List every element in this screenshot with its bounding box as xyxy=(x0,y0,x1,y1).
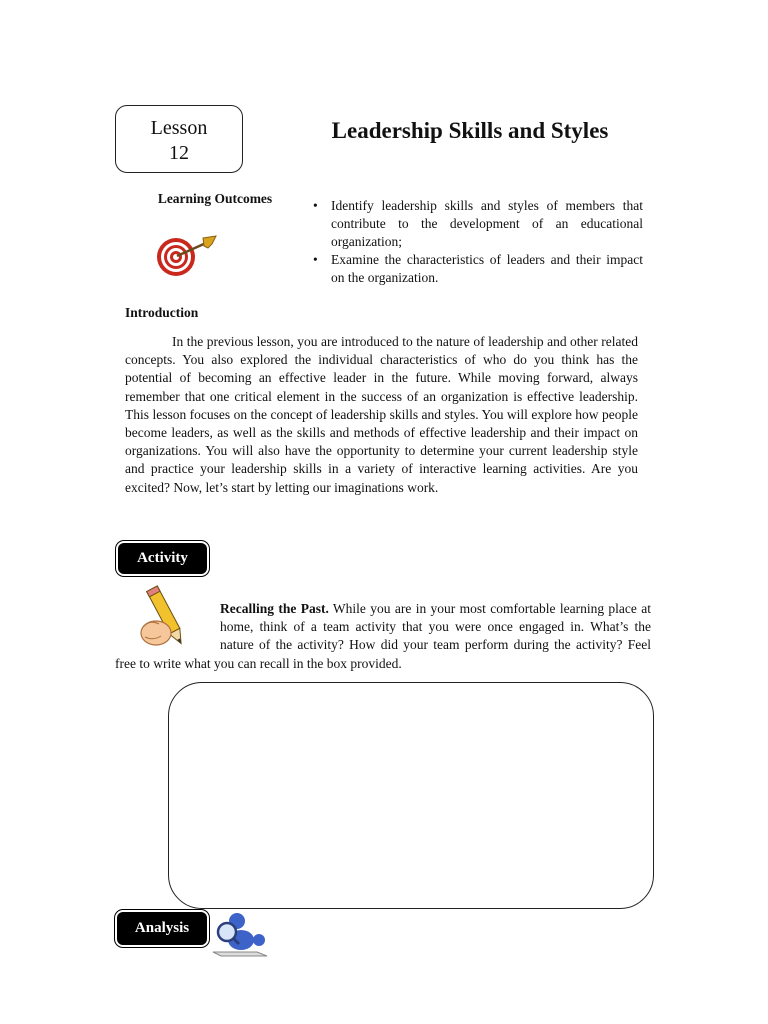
page-title: Leadership Skills and Styles xyxy=(331,118,609,143)
activity-lead: Recalling the Past. xyxy=(220,601,329,616)
answer-box[interactable] xyxy=(168,682,654,909)
magnifier-person-icon xyxy=(211,910,271,958)
learning-outcomes-label: Learning Outcomes xyxy=(157,191,273,206)
activity-tag: Activity xyxy=(118,543,207,574)
list-item: • Examine the characteristics of leaders and their impact on the organization. xyxy=(307,251,643,287)
learning-outcomes-list xyxy=(307,197,643,287)
dart-target-icon xyxy=(156,232,222,280)
introduction-heading: Introduction xyxy=(125,305,199,320)
activity-instructions xyxy=(115,600,651,673)
list-item: • Identify leadership skills and styles of members that contribute to the development of an educational organization; xyxy=(307,197,643,251)
analysis-tag: Analysis xyxy=(117,912,207,945)
lesson-number: 12 xyxy=(169,142,189,164)
introduction-text: In the previous lesson, you are introduced to the nature of leadership and other related concepts. You also explored the individual characteristics of who do you think has the potential of becoming an effective leader in the future. While moving forward, always remember that one critical element in the success of an organization is effective leadership. This lesson focuses on the concept of leadership skills and styles. You will explore how people become leaders, as well as the skills and methods of effective leadership and their impact on organizations. You will also have the opportunity to determine your current leadership style and practice your leadership skills in a variety of interactive learning activities. Are you excited? Now, let’s start by letting our imaginations work. xyxy=(125,334,638,495)
lesson-label: Lesson xyxy=(150,117,208,139)
lesson-number-box xyxy=(115,105,243,173)
icon-wrap-space xyxy=(115,600,220,654)
activity-body: While you are in your most comfortable learning place at home, think of a team activity that you were once engaged in. What’s the nature of the activity? How did your team perform during the activity? Feel free to write what you can recall in the box provided. xyxy=(115,601,651,671)
